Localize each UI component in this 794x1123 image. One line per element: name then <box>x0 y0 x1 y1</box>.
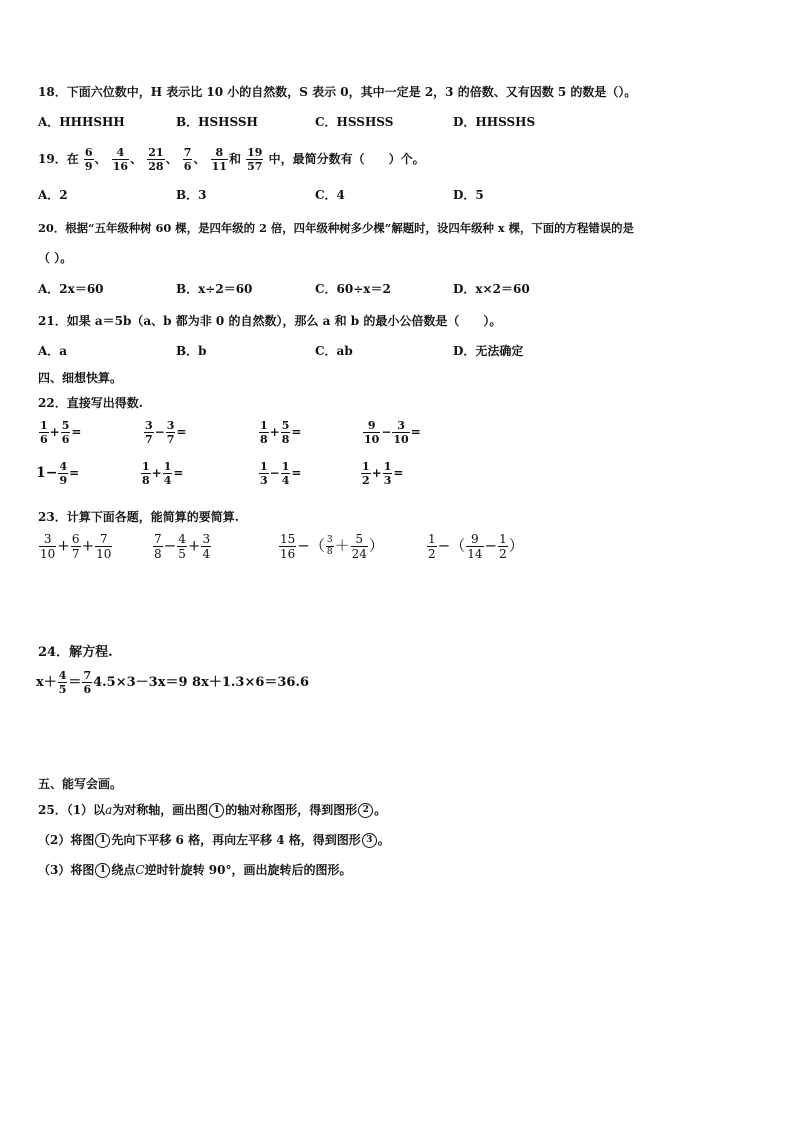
q24-equations: x＋ $\frac{4}{5}$ ＝ $\frac{7}{6}$ 4.5×3－3x＝9 8x＋1.3×6＝36.6 <box>36 669 310 696</box>
q20-option-c[interactable]: C．60÷x＝2 <box>315 282 391 296</box>
circled-number-icon: 1 <box>95 833 110 848</box>
q19-option-d[interactable]: D．5 <box>453 188 484 202</box>
section-five-heading: 五、能写会画。 <box>38 777 123 791</box>
q23-stem: 23．计算下面各题，能简算的要简算. <box>38 510 239 524</box>
q22-item: $\frac{1}{6}$ + $\frac{5}{6}$ = <box>40 419 82 446</box>
q21-option-d[interactable]: D．无法确定 <box>453 344 524 358</box>
q21-option-a[interactable]: A．a <box>38 344 68 358</box>
q19-fraction: $\frac{6}{9}$ <box>84 146 93 173</box>
circled-number-icon: 1 <box>209 803 224 818</box>
q19-fraction: $\frac{4}{16}$ <box>112 146 129 173</box>
q22-stem: 22．直接写出得数. <box>38 396 143 410</box>
q20-option-b[interactable]: B．x÷2＝60 <box>176 282 253 296</box>
circled-number-icon: 1 <box>95 863 110 878</box>
q23-expression-4: $\frac{1}{2}$ −（ $\frac{9}{14}$ − $\frac{1}{2}$ ） <box>428 532 524 561</box>
circled-number-icon: 3 <box>362 833 377 848</box>
q24-stem: 24．解方程. <box>38 645 113 660</box>
q21-option-b[interactable]: B．b <box>176 344 207 358</box>
q22-item: $\frac{1}{8}$ + $\frac{5}{8}$ = <box>260 419 302 446</box>
q25-part-2: （2）将图 1 先向下平移 6 格，再向左平移 4 格，得到图形 3 。 <box>38 833 390 847</box>
q18-stem: 18．下面六位数中，H 表示比 10 小的自然数，S 表示 0，其中一定是 2，3 的倍数、又有因数 5 的数是（）。 <box>38 85 637 99</box>
q18-option-b[interactable]: B．HSHSSH <box>176 115 258 129</box>
q23-expression-1: $\frac{3}{10}$ + $\frac{6}{7}$ + $\frac{7}{10}$ <box>40 532 112 561</box>
q22-item: $\frac{3}{7}$ − $\frac{3}{7}$ = <box>145 419 187 446</box>
q20-stem-line1: 20．根据“五年级种树 60 棵，是四年级的 2 倍，四年级种树多少棵”解题时，设四年级种 x 棵，下面的方程错误的是 <box>38 221 634 235</box>
section-four-heading: 四、细想快算。 <box>38 371 123 385</box>
q19-option-b[interactable]: B．3 <box>176 188 207 202</box>
q19-fraction: $\frac{19}{57}$ <box>247 146 263 173</box>
q18-option-c[interactable]: C．HSSHSS <box>315 115 394 129</box>
q21-option-c[interactable]: C．ab <box>315 344 353 358</box>
q22-item: $\frac{1}{2}$ + $\frac{1}{3}$ = <box>362 460 404 487</box>
q21-stem: 21．如果 a＝5b（a、b 都为非 0 的自然数），那么 a 和 b 的最小公倍数是（ ）。 <box>38 314 502 328</box>
q22-item: $\frac{1}{3}$ − $\frac{1}{4}$ = <box>260 460 302 487</box>
q19-fraction: $\frac{8}{11}$ <box>211 146 227 173</box>
q22-item: $\frac{1}{8}$ + $\frac{1}{4}$ = <box>142 460 184 487</box>
q18-option-d[interactable]: D．HHSSHS <box>453 115 536 129</box>
q18-option-a[interactable]: A．HHHSHH <box>38 115 125 129</box>
q19-option-c[interactable]: C．4 <box>315 188 345 202</box>
q23-expression-2: $\frac{7}{8}$ − $\frac{4}{5}$ + $\frac{3}{4}$ <box>154 532 211 561</box>
q20-option-a[interactable]: A．2x＝60 <box>38 282 104 296</box>
q23-expression-3: $\frac{15}{16}$ −（ $\frac{3}{8}$ ＋ $\frac{5}{24}$ ） <box>280 532 384 561</box>
circled-number-icon: 2 <box>358 803 373 818</box>
q19-option-a[interactable]: A．2 <box>38 188 68 202</box>
q22-item: $\frac{9}{10}$ − $\frac{3}{10}$ = <box>364 419 421 446</box>
q20-option-d[interactable]: D．x×2＝60 <box>453 282 530 296</box>
q19-stem: 19．在 $\frac{6}{9}$ 、 $\frac{4}{16}$ 、 $\frac{21}{28}$ 、 $\frac{7}{6}$ 、 $\frac{8}{11}$ 和 $\frac{19}{57}$ 中，最简分数有（ ）个。 <box>38 146 425 173</box>
q19-fraction: $\frac{7}{6}$ <box>183 146 192 173</box>
q19-fraction: $\frac{21}{28}$ <box>148 146 164 173</box>
q25-part-3: （3）将图 1 绕点C逆时针旋转 90°，画出旋转后的图形。 <box>38 863 352 877</box>
q25-part-1: 25．（1）以a为对称轴，画出图 1 的轴对称图形，得到图形 2 。 <box>38 803 387 817</box>
q20-stem-line2: （ ）。 <box>38 251 73 265</box>
q22-item: 1− $\frac{4}{9}$ = <box>36 460 80 487</box>
